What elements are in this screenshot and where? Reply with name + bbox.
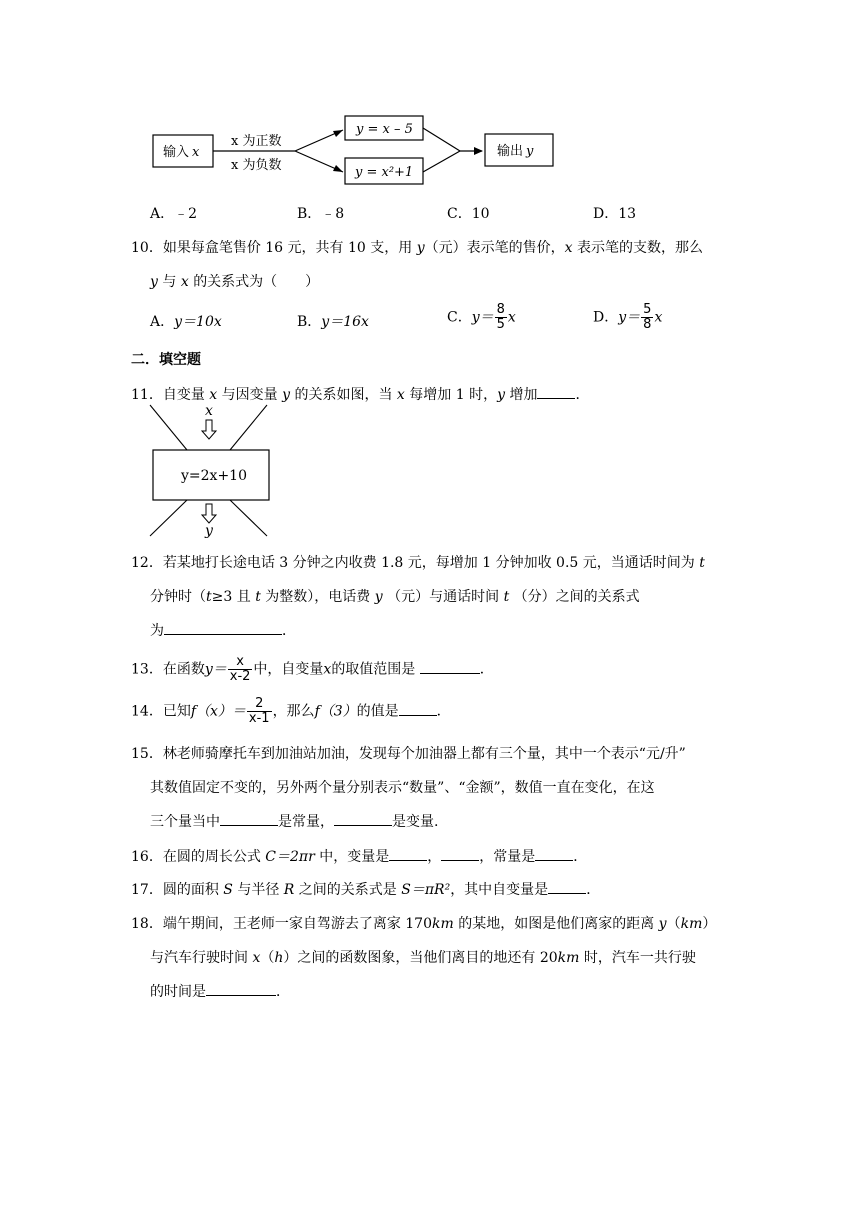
q9-option-b: B．﹣8	[297, 206, 345, 222]
q18-line3: 的时间是 ．	[150, 981, 290, 1001]
diagram-formula: y=2x+10	[181, 468, 247, 484]
answer-blank	[206, 981, 276, 996]
q10-line2: y 与 x 的关系式为（ ）	[150, 274, 320, 290]
q12-line1: 12．若某地打长途电话 3 分钟之内收费 1.8 元，每增加 1 分钟加收 0.5 元，当通话时间为 t	[131, 555, 705, 571]
answer-blank	[220, 811, 278, 826]
q18-line1: 18．端午期间，王老师一家自驾游去了离家 170km 的某地，如图是他们离家的距离 y（km）	[131, 916, 717, 932]
svg-text:输入x: 输入 x	[163, 145, 200, 160]
formula-bottom: y = x²+1	[355, 165, 414, 180]
formula-top: y = x – 5	[356, 122, 413, 137]
q18-line2: 与汽车行驶时间 x（h）之间的函数图象，当他们离目的地还有 20km 时，汽车一共行驶	[150, 950, 696, 966]
q9-option-c: C．10	[447, 206, 490, 222]
q15-line3: 三个量当中 是常量， 是变量.	[150, 811, 438, 831]
answer-blank	[537, 384, 575, 399]
output-y-label: y	[205, 523, 213, 538]
negative-label: x 为负数	[231, 158, 282, 173]
q13-text: 13．在函数y＝ $\frac{x}{x-2}$ 中，自变量x的取值范围是 ．	[131, 654, 494, 684]
q12-line2: 分钟时（t≥3 且 t 为整数），电话费 y （元）与通话时间 t （分）之间的关系式	[150, 589, 640, 605]
fraction: $\frac{8}{5}$	[496, 302, 505, 332]
input-x-label: x	[205, 403, 213, 419]
down-arrow-icon	[202, 420, 216, 439]
fraction: $\frac{5}{8}$	[643, 302, 652, 332]
q14-text: 14．已知f（x）＝ $\frac{2}{x-1}$ ，那么f（3）的值是 ．	[131, 696, 451, 726]
q12-line3: 为 ．	[150, 620, 296, 640]
answer-blank	[399, 701, 437, 716]
q9-option-d: D．13	[593, 206, 637, 222]
q10-option-c: C．y＝ $\frac{8}{5}$ x	[447, 302, 516, 332]
q10-option-b: B．y＝16x	[297, 314, 369, 330]
answer-blank	[420, 659, 480, 674]
section-title: 二．填空题	[131, 352, 201, 368]
down-arrow-icon	[202, 504, 216, 523]
fraction: $\frac{x}{x-2}$	[229, 654, 251, 684]
flowchart-diagram	[145, 108, 560, 193]
q15-line2: 其数值固定不变的，另外两个量分别表示“数量”、“金额”，数值一直在变化，在这	[150, 780, 655, 796]
q9-option-a: A．﹣2	[150, 206, 198, 222]
q10-option-d: D．y＝ $\frac{5}{8}$ x	[593, 302, 663, 332]
answer-blank	[334, 811, 392, 826]
q16-text: 16．在圆的周长公式 C＝2πr 中，变量是 ， ，常量是 ．	[131, 846, 587, 866]
q10-option-a: A．y＝10x	[150, 314, 222, 330]
q11-diagram	[145, 403, 275, 538]
answer-blank	[548, 879, 586, 894]
output-label: 输出	[497, 144, 524, 159]
q10-line1: 10．如果每盒笔售价 16 元，共有 10 支，用 y（元）表示笔的售价，x 表示笔的支数，那么	[131, 240, 703, 256]
q17-text: 17．圆的面积 S 与半径 R 之间的关系式是 S＝πR²，其中自变量是 ．	[131, 879, 600, 899]
fraction: $\frac{2}{x-1}$	[248, 696, 270, 726]
answer-blank	[441, 846, 479, 861]
answer-blank	[535, 846, 573, 861]
svg-text:输出y: 输出 y	[497, 144, 534, 159]
positive-label: x 为正数	[231, 134, 282, 149]
q11-text: 11．自变量 x 与因变量 y 的关系如图，当 x 每增加 1 时，y 增加 ．	[131, 384, 589, 404]
answer-blank	[164, 620, 282, 635]
input-label: 输入	[163, 145, 190, 160]
answer-blank	[389, 846, 427, 861]
q15-line1: 15．林老师骑摩托车到加油站加油，发现每个加油器上都有三个量，其中一个表示“元/升”	[131, 746, 686, 762]
